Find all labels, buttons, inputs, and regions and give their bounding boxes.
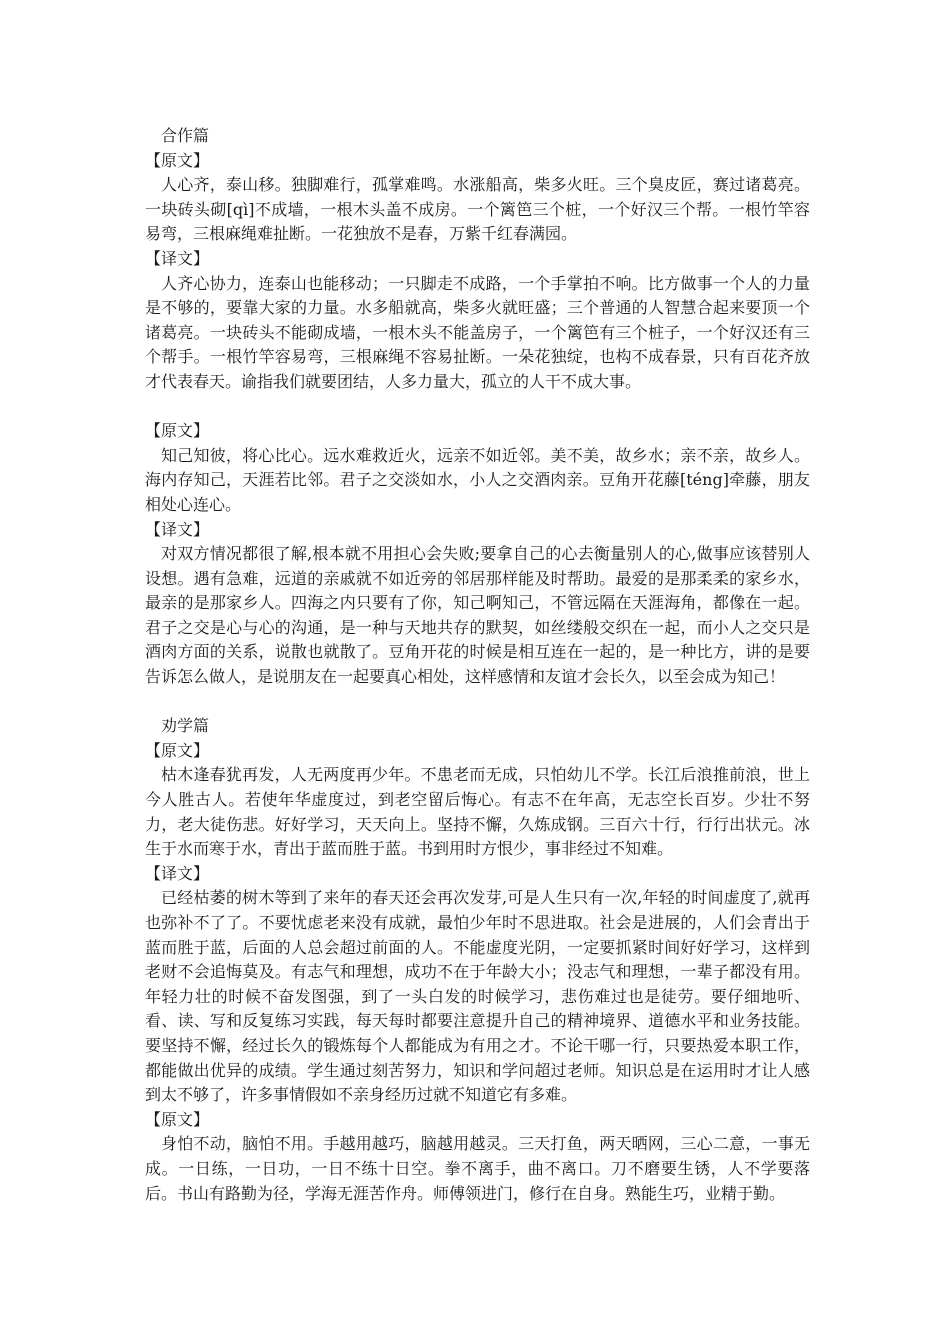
spacer <box>145 690 810 715</box>
label-original-text: 【原文】 <box>145 150 210 170</box>
label-original-text: 【原文】 <box>145 740 210 760</box>
section-title-study: 劝学篇 <box>161 716 210 736</box>
spacer <box>145 395 810 420</box>
document-page <box>145 124 810 1206</box>
original-text-paragraph: 人心齐，泰山移。独脚难行，孤掌难鸣。水涨船高，柴多火旺。三个臭皮匠，赛过诸葛亮。一块砖头砌[qì]不成墙，一根木头盖不成房。一个篱笆三个桩，一个好汉三个帮。一根竹竿容易弯，三根麻绳难扯断。一花独放不是春，万紫千红春满园。 <box>145 175 810 244</box>
original-text-paragraph: 知己知彼，将心比心。远水难救近火，远亲不如近邻。美不美，故乡水；亲不亲，故乡人。海内存知己，天涯若比邻。君子之交淡如水，小人之交酒肉亲。豆角开花藤[téng]牵藤，朋友相处心连心。 <box>145 445 810 514</box>
label-original-text: 【原文】 <box>145 421 210 441</box>
label-translation: 【译文】 <box>145 248 210 268</box>
translation-paragraph: 对双方情况都很了解,根本就不用担心会失败;要拿自己的心去衡量别人的心,做事应该替别人设想。遇有急难，远道的亲戚就不如近旁的邻居那样能及时帮助。最爱的是那柔柔的家乡水，最亲的是那家乡人。四海之内只要有了你，知己啊知己，不管远隔在天涯海角，都像在一起。君子之交是心与心的沟通，是一种与天地共存的默契，如丝缕般交织在一起，而小人之交只是酒肉方面的关系，说散也就散了。豆角开花的时候是相互连在一起的，是一种比方，讲的是要告诉怎么做人，是说朋友在一起要真心相处，这样感情和友谊才会长久，以至会成为知己！ <box>145 544 810 687</box>
label-original-text: 【原文】 <box>145 1109 210 1129</box>
original-text-paragraph: 身怕不动，脑怕不用。手越用越巧，脑越用越灵。三天打鱼，两天晒网，三心二意，一事无成。一日练，一日功，一日不练十日空。拳不离手，曲不离口。刀不磨要生锈，人不学要落后。书山有路勤为径，学海无涯苦作舟。师傅领进门，修行在自身。熟能生巧，业精于勤。 <box>145 1134 810 1203</box>
translation-paragraph: 已经枯萎的树木等到了来年的春天还会再次发芽,可是人生只有一次,年轻的时间虚度了,就再也弥补不了了。不要忧虑老来没有成就，最怕少年时不思进取。社会是进展的，人们会青出于蓝而胜于蓝，后面的人总会超过前面的人。不能虚度光阴，一定要抓紧时间好好学习，这样到老财不会追悔莫及。有志气和理想，成功不在于年龄大小；没志气和理想，一辈子都没有用。年轻力壮的时候不奋发图强，到了一头白发的时候学习，悲伤难过也是徒劳。要仔细地听、看、读、写和反复练习实践，每天每时都要注意提升自己的精神境界、道德水平和业务技能。要坚持不懈，经过长久的锻炼每个人都能成为有用之才。不论干哪一行，只要热爱本职工作，都能做出优异的成绩。学生通过刻苦努力，知识和学问超过老师。知识总是在运用时才让人感到太不够了，许多事情假如不亲身经历过就不知道它有多难。 <box>145 888 810 1105</box>
label-translation: 【译文】 <box>145 863 210 883</box>
original-text-paragraph: 枯木逢春犹再发，人无两度再少年。不患老而无成，只怕幼儿不学。长江后浪推前浪，世上今人胜古人。若使年华虚度过，到老空留后悔心。有志不在年高，无志空长百岁。少壮不努力，老大徒伤悲。好好学习，天天向上。坚持不懈，久炼成钢。三百六十行，行行出状元。冰生于水而寒于水，青出于蓝而胜于蓝。书到用时方恨少，事非经过不知难。 <box>145 765 810 859</box>
section-title-cooperation: 合作篇 <box>161 126 210 145</box>
translation-paragraph: 人齐心协力，连泰山也能移动；一只脚走不成路，一个手掌拍不响。比方做事一个人的力量是不够的，要靠大家的力量。水多船就高，柴多火就旺盛；三个普通的人智慧合起来要顶一个诸葛亮。一块砖头不能砌成墙，一根木头不能盖房子，一个篱笆有三个桩子，一个好汉还有三个帮手。一根竹竿容易弯，三根麻绳不容易扯断。一朵花独绽，也构不成春景，只有百花齐放才代表春天。谕指我们就要团结，人多力量大，孤立的人干不成大事。 <box>145 273 810 391</box>
label-translation: 【译文】 <box>145 519 210 539</box>
